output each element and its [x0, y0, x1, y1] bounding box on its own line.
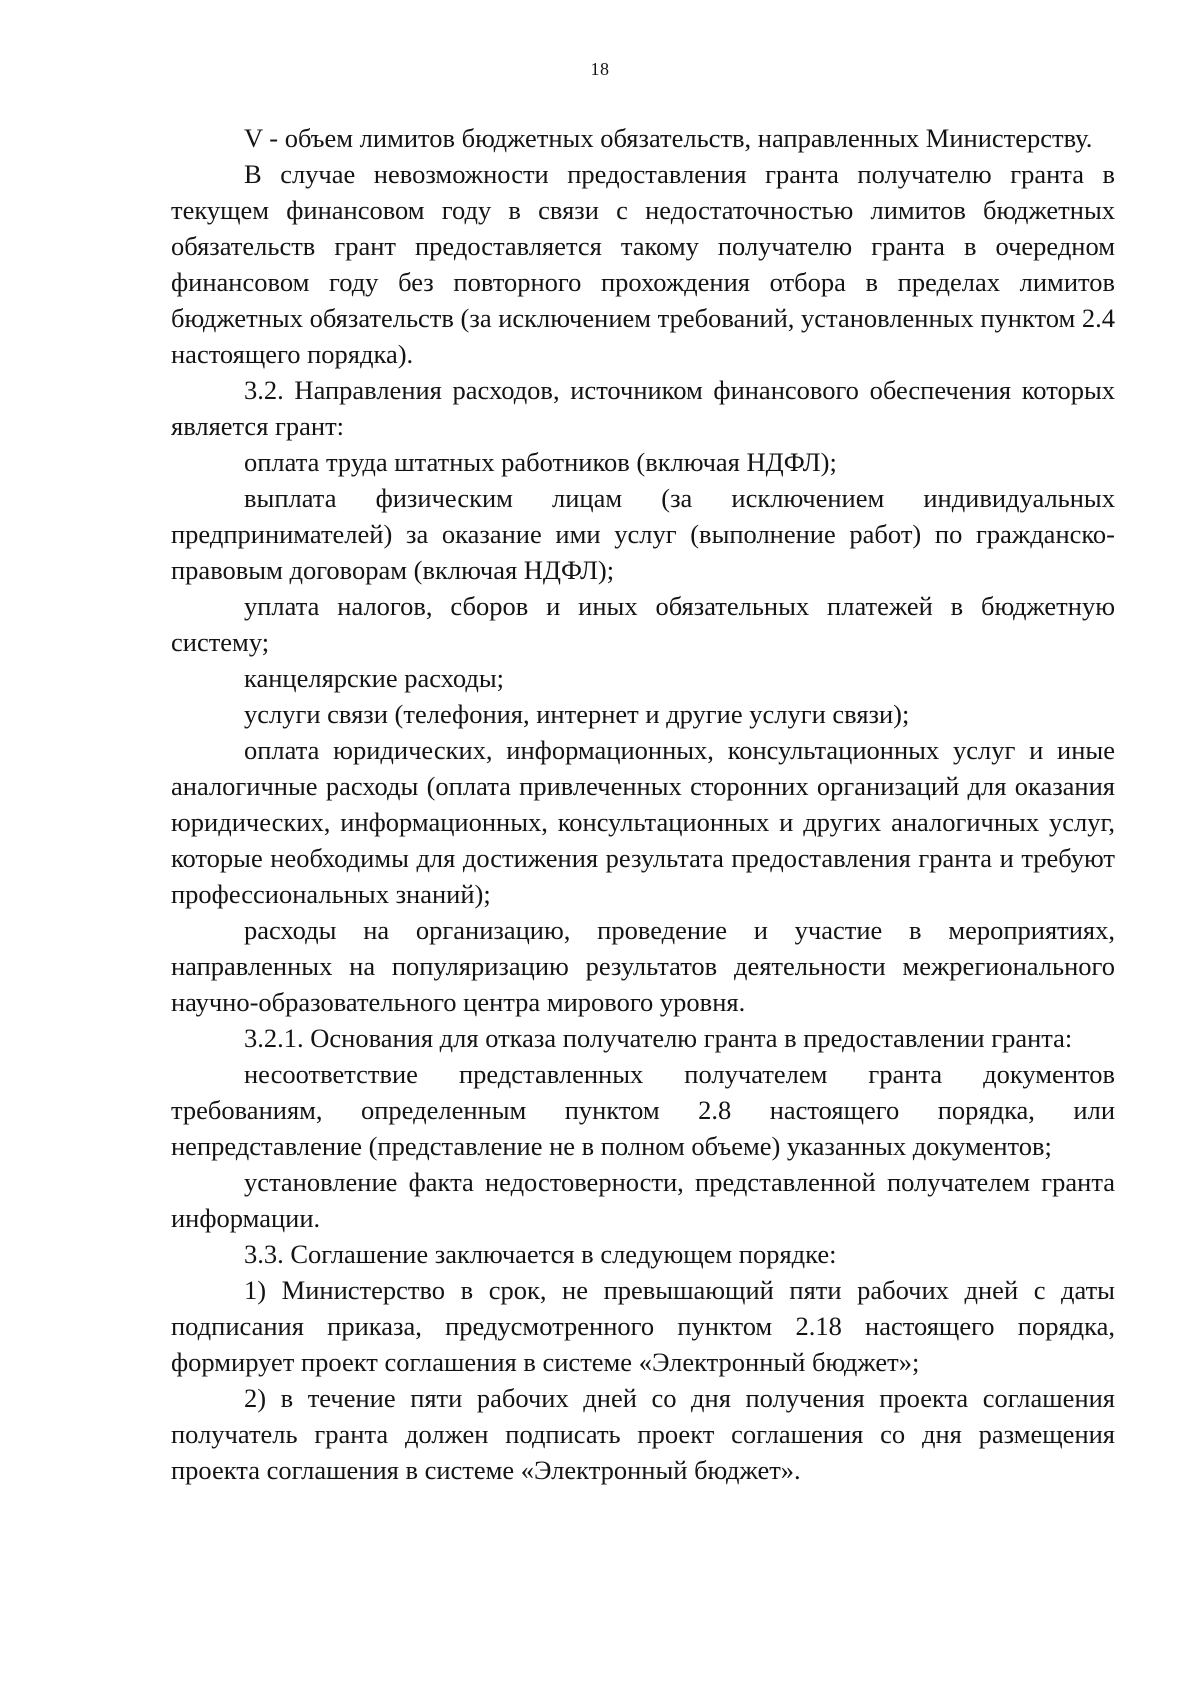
paragraph-refusal-documents: несоответствие представленных получателем гранта документов требованиям, определенным пунктом 2.8 настоящего порядка, или непредставление (представление не в полном объеме) указанных документов;	[171, 1059, 1115, 1161]
paragraph-expense-communications: услуги связи (телефония, интернет и другие услуги связи);	[244, 699, 910, 729]
paragraph-agreement-step-2: 2) в течение пяти рабочих дней со дня получения проекта соглашения получатель гранта должен подписать проект соглашения со дня размещения проекта соглашения в системе «Электронный бюджет».	[171, 1383, 1115, 1485]
paragraph-expense-events: расходы на организацию, проведение и участие в мероприятиях, направленных на популяризацию результатов деятельности межрегионального научно-образовательного центра мирового уровня.	[171, 915, 1115, 1017]
paragraph-3-2-heading: 3.2. Направления расходов, источником финансового обеспечения которых является грант:	[171, 375, 1115, 441]
paragraph-expense-stationery: канцелярские расходы;	[244, 663, 505, 693]
paragraph-refusal-false-info: установление факта недостоверности, представленной получателем гранта информации.	[171, 1167, 1115, 1233]
paragraph-3-3-heading: 3.3. Соглашение заключается в следующем порядке:	[244, 1239, 837, 1269]
paragraph-expense-taxes: уплата налогов, сборов и иных обязательных платежей в бюджетную систему;	[171, 591, 1115, 657]
paragraph-insufficient-limits: В случае невозможности предоставления гранта получателю гранта в текущем финансовом году в связи с недостаточностью лимитов бюджетных обязательств грант предоставляется такому получателю гранта в очередном финансовом году без повторного прохождения отбора в пределах лимитов бюджетных обязательств (за исключением требований, установленных пунктом 2.4 настоящего порядка).	[171, 159, 1115, 369]
document-body	[171, 120, 1115, 1488]
paragraph-agreement-step-1: 1) Министерство в срок, не превышающий пяти рабочих дней с даты подписания приказа, предусмотренного пунктом 2.18 настоящего порядка, формирует проект соглашения в системе «Электронный бюджет»;	[171, 1275, 1115, 1377]
paragraph-expense-individuals: выплата физическим лицам (за исключением индивидуальных предпринимателей) за оказание ими услуг (выполнение работ) по гражданско-правовым договорам (включая НДФЛ);	[171, 483, 1115, 585]
paragraph-expense-salaries: оплата труда штатных работников (включая НДФЛ);	[244, 447, 837, 477]
page-number: 18	[590, 59, 610, 79]
paragraph-3-2-1-heading: 3.2.1. Основания для отказа получателю гранта в предоставлении гранта:	[244, 1023, 1073, 1053]
paragraph-volume-definition: V - объем лимитов бюджетных обязательств, направленных Министерству.	[244, 123, 1093, 153]
paragraph-expense-legal-services: оплата юридических, информационных, консультационных услуг и иные аналогичные расходы (оплата привлеченных сторонних организаций для оказания юридических, информационных, консультационных и других аналогичных услуг, которые необходимы для достижения результата предоставления гранта и требуют профессиональных знаний);	[171, 735, 1115, 909]
